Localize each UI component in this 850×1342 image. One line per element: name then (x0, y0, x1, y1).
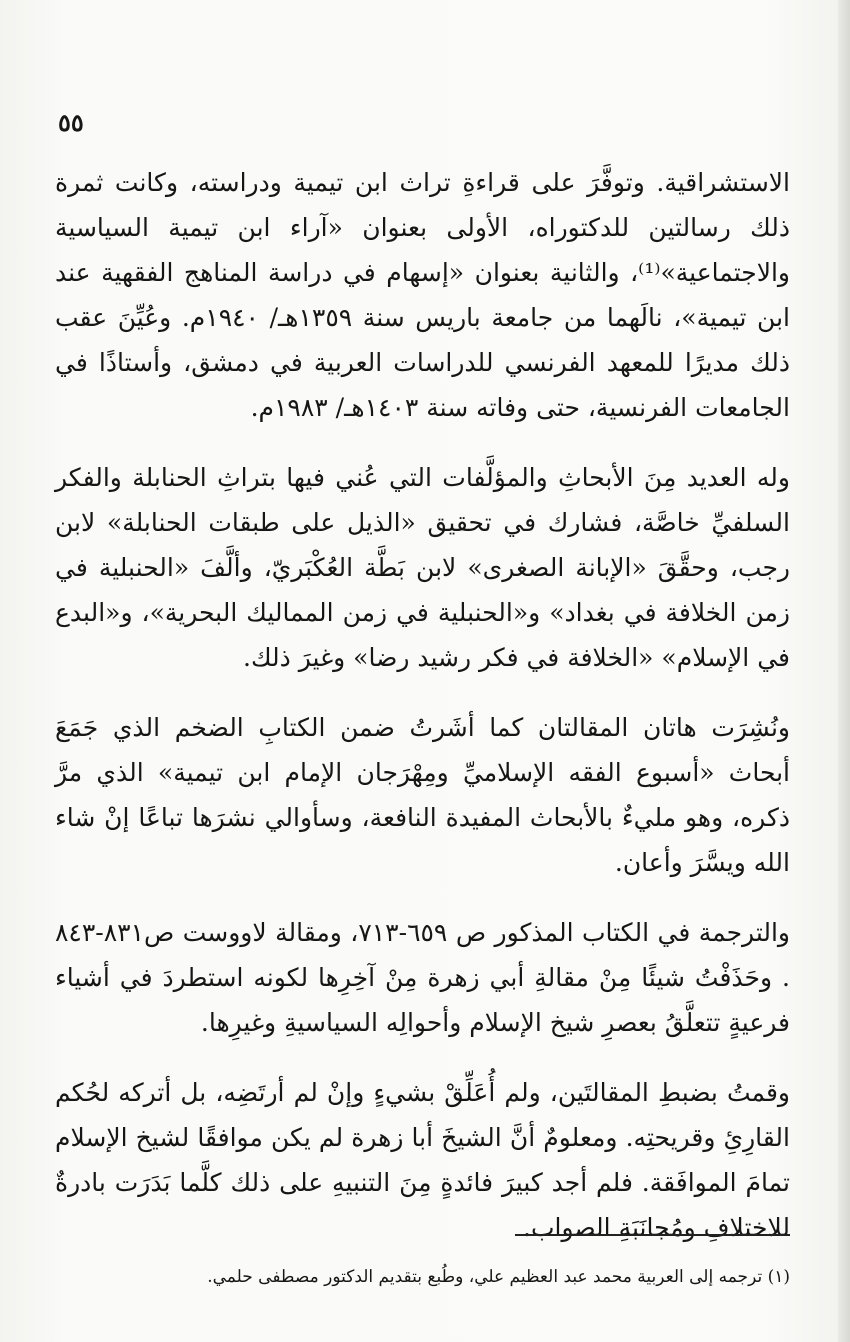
page-number: ٥٥ (58, 108, 84, 137)
footnote: (١) ترجمه إلى العربية محمد عبد العظيم علي، وطُبع بتقديم الدكتور مصطفى حلمي. (207, 1267, 790, 1287)
paragraph-4: والترجمة في الكتاب المذكور ص ٦٥٩-٧١٣، ومقالة لاووست ص٨٣١-٨٤٣ . وحَذَفْتُ شيئًا مِنْ مقالةِ أبي زهرة مِنْ آخِرِها لكونه استطردَ في أشياء فرعيةٍ تتعلَّقُ بعصرِ شيخ الإسلام وأحوالِه السياسيةِ وغيرِها. (55, 918, 790, 1037)
main-text (55, 160, 790, 1275)
paragraph-2: وله العديد مِنَ الأبحاثِ والمؤلَّفات التي عُني فيها بتراثِ الحنابلة والفكر السلفيِّ خاصَّة، فشارك في تحقيق «الذيل على طبقات الحنابلة» لابن رجب، وحقَّقَ «الإبانة الصغرى» لابن بَطَّة العُكْبَريّ، وألَّفَ «الحنبلية في زمن الخلافة في بغداد» و«الحنبلية في زمن المماليك البحرية»، و«البدع في الإسلام» «الخلافة في فكر رشيد رضا» وغيرَ ذلك. (55, 463, 790, 672)
page-edge-shadow (838, 0, 850, 1342)
paragraph-3: ونُشِرَت هاتان المقالتان كما أشَرتُ ضمن الكتابِ الضخم الذي جَمَعَ أبحاث «أسبوع الفقه الإسلاميِّ ومِهْرَجان الإمام ابن تيمية» الذي مرَّ ذكره، وهو مليءٌ بالأبحاث المفيدة النافعة، وسأوالي نشرَها تباعًا إنْ شاء الله ويسَّرَ وأعان. (55, 713, 790, 877)
footnote-divider (515, 1234, 790, 1236)
paragraph-5: وقمتُ بضبطِ المقالتَين، ولم أُعَلِّقْ بشيءٍ وإنْ لم أرتَضِه، بل أتركه لحُكم القارِئِ وقريحتِه. ومعلومٌ أنَّ الشيخَ أبا زهرة لم يكن موافقًا لشيخ الإسلام تمامَ الموافَقة. فلم أجد كبيرَ فائدةٍ مِنَ التنبيهِ على ذلك كلَّما بَدَرَت بادرةٌ للاختلافِ ومُجانَبَةِ الصواب. (55, 1078, 790, 1242)
paragraph-1: الاستشراقية. وتوفَّرَ على قراءةِ تراث ابن تيمية ودراسته، وكانت ثمرة ذلك رسالتين للدكتوراه، الأولى بعنوان «آراء ابن تيمية السياسية والاجتماعية»⁽¹⁾، والثانية بعنوان «إسهام في دراسة المناهج الفقهية عند ابن تيمية»، نالَهما من جامعة باريس سنة ١٣٥٩هـ/ ١٩٤٠م. وعُيِّنَ عقب ذلك مديرًا للمعهد الفرنسي للدراسات العربية في دمشق، وأستاذًا في الجامعات الفرنسية، حتى وفاته سنة ١٤٠٣هـ/ ١٩٨٣م. (55, 168, 790, 422)
